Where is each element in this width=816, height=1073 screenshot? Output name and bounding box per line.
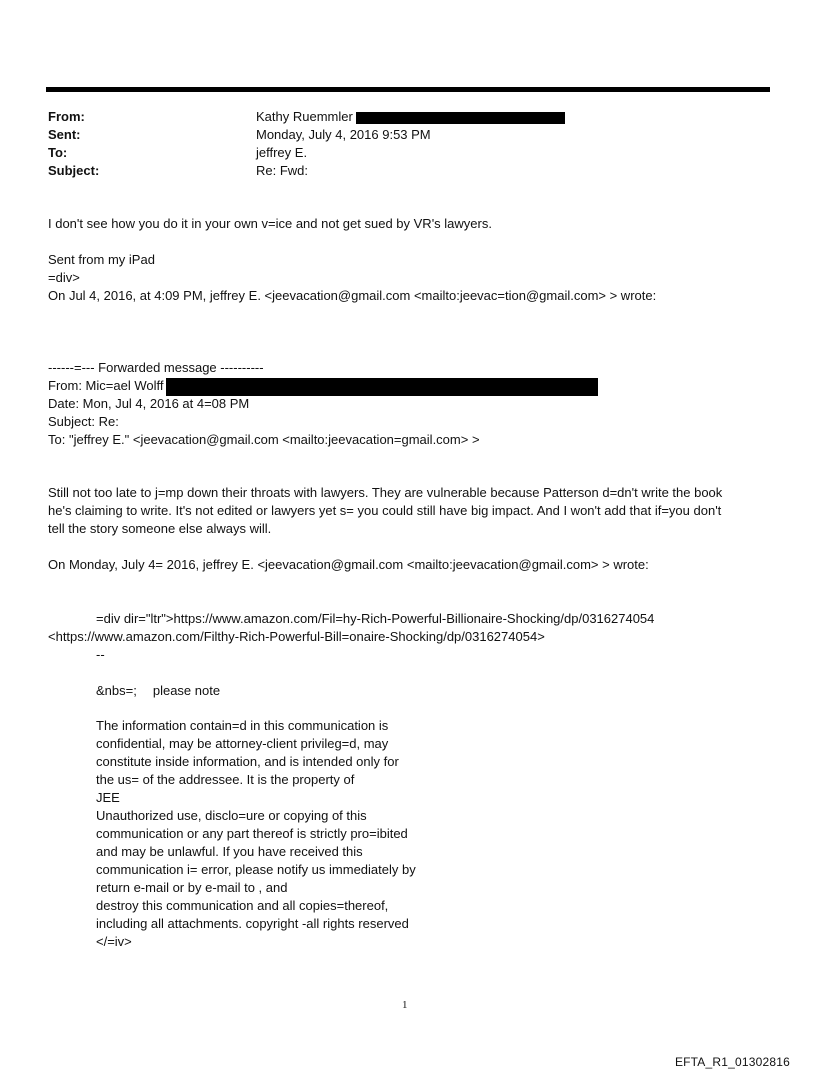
- forward-from-text: From: Mic=ael Wolff: [48, 378, 164, 393]
- please-note-text: please note: [152, 683, 221, 698]
- disclaimer-line: the us= of the addressee. It is the property of: [96, 772, 355, 787]
- message-line: tell the story someone else always will.: [48, 521, 272, 536]
- from-label: From:: [48, 109, 85, 124]
- disclaimer-line: Unauthorized use, disclo=ure or copying of this: [96, 808, 367, 823]
- subject-label: Subject:: [48, 163, 100, 178]
- forward-divider: ------=--- Forwarded message ----------: [48, 360, 264, 375]
- forwarded-header: [48, 359, 598, 449]
- page-number: 1: [402, 999, 408, 1011]
- sent-label: Sent:: [48, 127, 81, 142]
- message-line: Still not too late to j=mp down their throats with lawyers. They are vulnerable because Patterson d=dn't write the book: [48, 485, 723, 500]
- link-block: [48, 610, 654, 664]
- nbsp-text: &nbs=;: [96, 683, 137, 698]
- dashes-line: --: [96, 647, 105, 662]
- amazon-link-url: <https://www.amazon.com/Filthy-Rich-Powerful-Bill=onaire-Shocking/dp/0316274054>: [48, 629, 545, 644]
- redaction-bar: [356, 112, 565, 124]
- forward-from-line: [48, 377, 598, 395]
- div-tag-line: =div>: [48, 270, 80, 285]
- redaction-bar: [166, 378, 598, 396]
- disclaimer-line: communication i= error, please notify us immediately by: [96, 862, 416, 877]
- bates-number: EFTA_R1_01302816: [674, 1055, 790, 1069]
- from-value: [256, 108, 565, 126]
- disclaimer-line: destroy this communication and all copies=thereof,: [96, 898, 389, 913]
- forward-subject-line: Subject: Re:: [48, 414, 119, 429]
- forward-date-line: Date: Mon, Jul 4, 2016 at 4=08 PM: [48, 396, 250, 411]
- top-rule: [46, 87, 770, 92]
- forward-to-line: To: "jeffrey E." <jeevacation@gmail.com <mailto:jeevacation=gmail.com> >: [48, 432, 480, 447]
- to-label: To:: [48, 145, 68, 160]
- reply-paragraph: I don't see how you do it in your own v=ice and not get sued by VR's lawyers.: [48, 216, 492, 231]
- on-monday-line: On Monday, July 4= 2016, jeffrey E. <jeevacation@gmail.com <mailto:jeevacation@gmail.com> > wrote:: [48, 557, 649, 572]
- please-note-line: [48, 682, 220, 700]
- disclaimer-line: </=iv>: [96, 934, 132, 949]
- please-note-block: [48, 682, 220, 700]
- signature-block: [48, 251, 656, 305]
- from-name: Kathy Ruemmler: [256, 109, 353, 124]
- sent-value: Monday, July 4, 2016 9:53 PM: [256, 127, 431, 142]
- disclaimer-line: The information contain=d in this communication is: [96, 718, 389, 733]
- to-value: jeffrey E.: [256, 145, 308, 160]
- subject-value: Re: Fwd:: [256, 163, 309, 178]
- message-line: he's claiming to write. It's not edited or lawyers yet s= you could still have big impact. And I won't add that if=you don't: [48, 503, 722, 518]
- disclaimer-line: JEE: [96, 790, 120, 805]
- disclaimer-line: constitute inside information, and is intended only for: [96, 754, 399, 769]
- sent-from-line: Sent from my iPad: [48, 252, 155, 267]
- reply-body: [48, 215, 492, 233]
- quote-header-2: [48, 556, 649, 574]
- disclaimer-block: [48, 717, 416, 951]
- disclaimer-line: confidential, may be attorney-client privileg=d, may: [96, 736, 389, 751]
- disclaimer-line: return e-mail or by e-mail to , and: [96, 880, 288, 895]
- disclaimer-line: including all attachments. copyright -all rights reserved: [96, 916, 409, 931]
- amazon-link-line: =div dir="ltr">https://www.amazon.com/Fil=hy-Rich-Powerful-Billionaire-Shocking/dp/0316274054: [96, 611, 655, 626]
- message-body: [48, 484, 722, 538]
- disclaimer-line: communication or any part thereof is strictly pro=ibited: [96, 826, 408, 841]
- disclaimer-line: and may be unlawful. If you have received this: [96, 844, 363, 859]
- quote-header-line: On Jul 4, 2016, at 4:09 PM, jeffrey E. <jeevacation@gmail.com <mailto:jeevac=tion@gmail.com> > wrote:: [48, 288, 657, 303]
